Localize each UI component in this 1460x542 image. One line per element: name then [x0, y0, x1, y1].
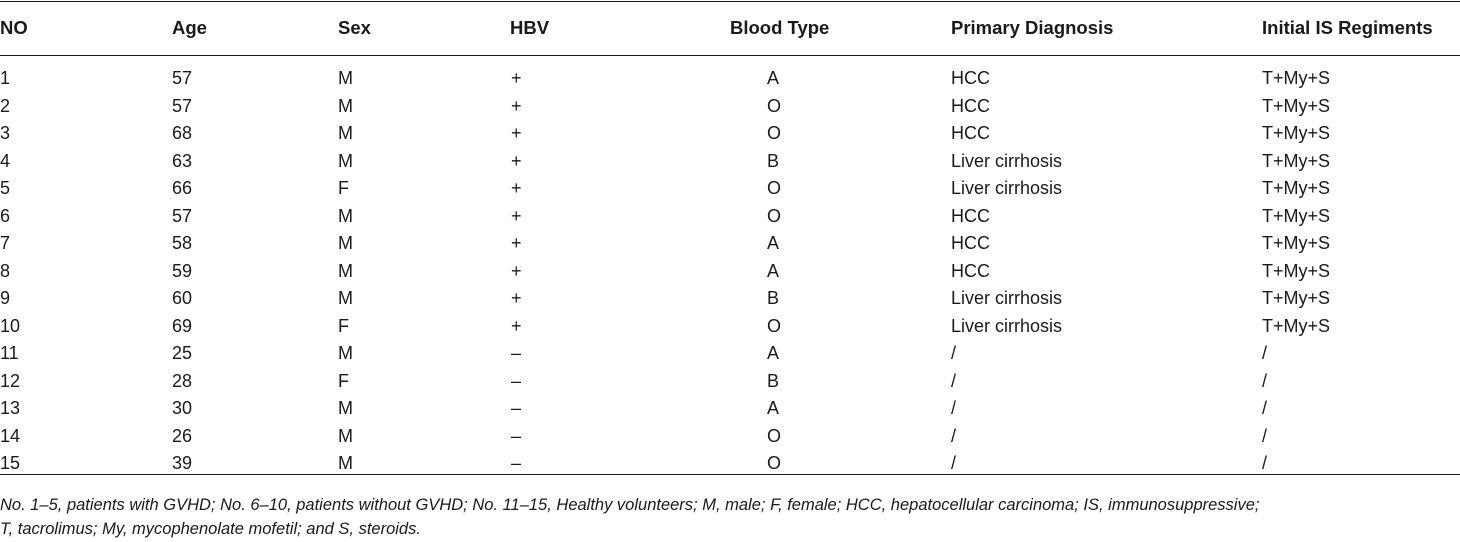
cell-sex: M — [338, 260, 353, 281]
cell-no: 4 — [0, 150, 11, 171]
cell-primary-diagnosis: / — [951, 453, 957, 473]
table-row — [0, 450, 1460, 478]
header-sex: Sex — [338, 17, 371, 38]
cell-no: 14 — [0, 425, 21, 446]
cell-hbv: + — [511, 68, 522, 88]
cell-no: 6 — [0, 205, 11, 226]
cell-primary-diagnosis: Liver cirrhosis — [951, 150, 1063, 171]
cell-hbv: – — [511, 453, 522, 473]
cell-no: 12 — [0, 370, 21, 391]
cell-initial-is-regiments: T+My+S — [1262, 205, 1331, 226]
cell-age: 30 — [172, 398, 193, 418]
table-row — [0, 368, 1460, 396]
table-header — [0, 0, 1460, 56]
cell-blood-type: A — [767, 68, 780, 88]
cell-sex: M — [338, 150, 353, 171]
cell-primary-diagnosis: Liver cirrhosis — [951, 315, 1063, 336]
cell-primary-diagnosis: / — [951, 370, 957, 391]
cell-primary-diagnosis: / — [951, 425, 957, 446]
cell-age: 60 — [172, 288, 193, 308]
cell-hbv: – — [511, 343, 522, 363]
cell-age: 26 — [172, 425, 193, 446]
cell-age: 39 — [172, 453, 193, 473]
table-header-row — [0, 0, 1460, 56]
cell-initial-is-regiments: T+My+S — [1262, 178, 1331, 198]
cell-hbv: + — [511, 205, 522, 226]
cell-blood-type: O — [767, 425, 782, 446]
cell-blood-type: O — [767, 315, 782, 336]
table-row — [0, 175, 1460, 203]
cell-age: 66 — [172, 178, 193, 198]
cell-sex: M — [338, 233, 353, 253]
cell-hbv: – — [511, 398, 522, 418]
cell-age: 28 — [172, 370, 193, 391]
cell-primary-diagnosis: HCC — [951, 95, 990, 116]
cell-primary-diagnosis: HCC — [951, 68, 990, 88]
table-row — [0, 56, 1460, 93]
cell-no: 1 — [0, 68, 11, 88]
cell-hbv: + — [511, 123, 522, 143]
cell-blood-type: A — [767, 233, 780, 253]
cell-hbv: – — [511, 370, 522, 391]
cell-sex: M — [338, 453, 353, 473]
cell-age: 69 — [172, 315, 193, 336]
cell-sex: F — [338, 178, 349, 198]
table-row — [0, 93, 1460, 121]
cell-blood-type: B — [767, 150, 780, 171]
table-row — [0, 340, 1460, 368]
cell-blood-type: O — [767, 95, 782, 116]
cell-hbv: + — [511, 150, 522, 171]
cell-initial-is-regiments: T+My+S — [1262, 150, 1331, 171]
table-row — [0, 120, 1460, 148]
footnote-line-2: T, tacrolimus; My, mycophenolate mofetil; and S, steroids. — [0, 520, 421, 538]
cell-primary-diagnosis: HCC — [951, 123, 990, 143]
table-row — [0, 203, 1460, 231]
cell-initial-is-regiments: T+My+S — [1262, 95, 1331, 116]
cell-no: 7 — [0, 233, 11, 253]
cell-primary-diagnosis: Liver cirrhosis — [951, 288, 1063, 308]
cell-primary-diagnosis: HCC — [951, 260, 990, 281]
cell-sex: M — [338, 343, 353, 363]
cell-initial-is-regiments: / — [1262, 398, 1268, 418]
header-age: Age — [172, 17, 207, 38]
cell-no: 15 — [0, 453, 21, 473]
table-row — [0, 230, 1460, 258]
cell-blood-type: O — [767, 453, 782, 473]
cell-primary-diagnosis: / — [951, 343, 957, 363]
cell-age: 59 — [172, 260, 193, 281]
cell-blood-type: A — [767, 398, 780, 418]
cell-sex: M — [338, 425, 353, 446]
cell-age: 58 — [172, 233, 193, 253]
header-no: NO — [0, 17, 28, 38]
cell-initial-is-regiments: T+My+S — [1262, 233, 1331, 253]
cell-sex: M — [338, 68, 353, 88]
cell-hbv: + — [511, 288, 522, 308]
cell-initial-is-regiments: T+My+S — [1262, 260, 1331, 281]
cell-no: 11 — [0, 343, 19, 363]
cell-blood-type: A — [767, 260, 780, 281]
cell-hbv: – — [511, 425, 522, 446]
cell-sex: M — [338, 288, 353, 308]
cell-no: 2 — [0, 95, 11, 116]
cell-sex: M — [338, 398, 353, 418]
cell-age: 57 — [172, 68, 193, 88]
cell-primary-diagnosis: HCC — [951, 233, 990, 253]
cell-age: 57 — [172, 205, 193, 226]
cell-initial-is-regiments: T+My+S — [1262, 315, 1331, 336]
cell-no: 10 — [0, 315, 21, 336]
cell-primary-diagnosis: Liver cirrhosis — [951, 178, 1063, 198]
cell-hbv: + — [511, 260, 522, 281]
cell-sex: F — [338, 370, 349, 391]
cell-initial-is-regiments: T+My+S — [1262, 288, 1331, 308]
header-blood-type: Blood Type — [730, 17, 830, 38]
cell-blood-type: B — [767, 370, 780, 391]
cell-sex: F — [338, 315, 349, 336]
table-body — [0, 56, 1460, 478]
cell-age: 63 — [172, 150, 193, 171]
header-hbv: HBV — [510, 17, 550, 38]
cell-hbv: + — [511, 178, 522, 198]
cell-no: 5 — [0, 178, 11, 198]
cell-sex: M — [338, 123, 353, 143]
table-footnote — [0, 493, 1440, 541]
cell-age: 57 — [172, 95, 193, 116]
cell-hbv: + — [511, 233, 522, 253]
cell-initial-is-regiments: / — [1262, 425, 1268, 446]
cell-blood-type: O — [767, 205, 782, 226]
cell-blood-type: O — [767, 178, 782, 198]
cell-sex: M — [338, 205, 353, 226]
cell-blood-type: B — [767, 288, 780, 308]
table-row — [0, 423, 1460, 451]
table-row — [0, 285, 1460, 313]
cell-blood-type: A — [767, 343, 780, 363]
cell-initial-is-regiments: T+My+S — [1262, 123, 1331, 143]
table-row — [0, 313, 1460, 341]
header-initial-is-regiments: Initial IS Regiments — [1262, 17, 1433, 38]
cell-primary-diagnosis: / — [951, 398, 957, 418]
table-row — [0, 395, 1460, 423]
cell-initial-is-regiments: / — [1262, 343, 1268, 363]
cell-blood-type: O — [767, 123, 782, 143]
cell-primary-diagnosis: HCC — [951, 205, 990, 226]
cell-hbv: + — [511, 95, 522, 116]
cell-no: 9 — [0, 288, 11, 308]
table-row — [0, 258, 1460, 286]
cell-initial-is-regiments: T+My+S — [1262, 68, 1331, 88]
cell-initial-is-regiments: / — [1262, 370, 1268, 391]
cell-no: 3 — [0, 123, 11, 143]
cell-initial-is-regiments: / — [1262, 453, 1268, 473]
cell-age: 25 — [172, 343, 193, 363]
footnote-line-1: No. 1–5, patients with GVHD; No. 6–10, patients without GVHD; No. 11–15, Healthy volunteers; M, male; F, female; HCC, hepatocellular carcinoma; IS, immunosuppressive; — [0, 496, 1260, 514]
cell-age: 68 — [172, 123, 193, 143]
cell-sex: M — [338, 95, 353, 116]
cell-no: 8 — [0, 260, 11, 281]
header-primary-diagnosis: Primary Diagnosis — [951, 17, 1114, 38]
cell-no: 13 — [0, 398, 21, 418]
cell-hbv: + — [511, 315, 522, 336]
table-row — [0, 148, 1460, 176]
